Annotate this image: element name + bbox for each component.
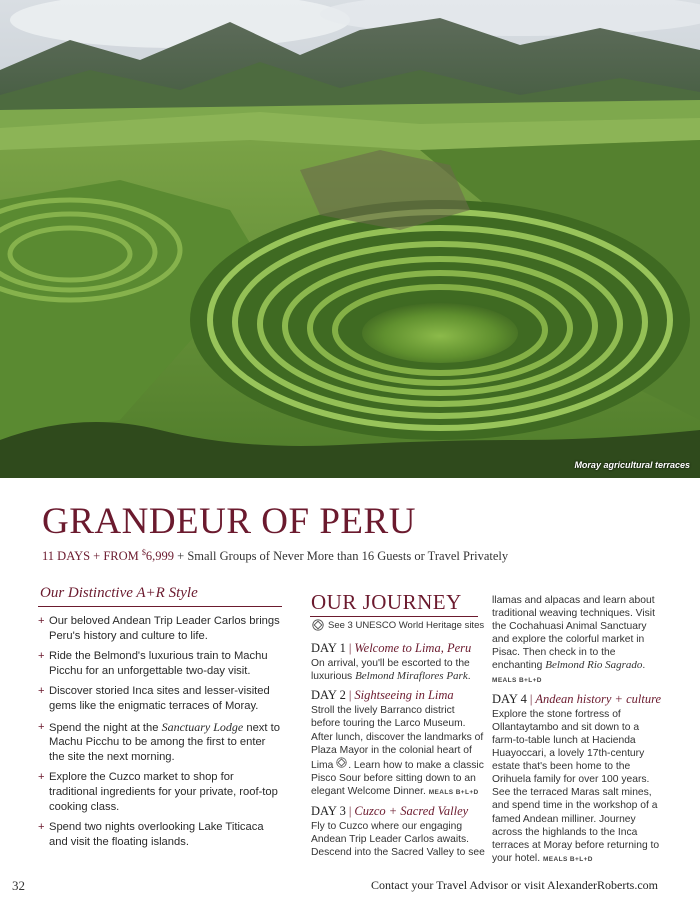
page-number: 32 — [12, 878, 25, 893]
bullet-text: Discover storied Inca sites and lesser-visited gems like the enigmatic terraces of Moray. — [49, 685, 270, 712]
day-label: DAY 1 — [311, 641, 346, 655]
day-1-heading — [311, 642, 485, 655]
day-2-heading — [311, 689, 485, 702]
itinerary-column-1 — [311, 636, 485, 859]
itinerary-column-2 — [492, 594, 662, 866]
day-4-heading — [492, 693, 662, 706]
meals-badge: MEALS B+L+D — [492, 676, 542, 684]
subtitle-details: + Small Groups of Never More than 16 Guests or Travel Privately — [174, 549, 509, 564]
day-1-text — [311, 657, 485, 683]
subtitle-price: 6,999 — [145, 549, 175, 564]
bullet-text: Spend two nights overlooking Lake Titicaca and visit the floating islands. — [49, 821, 264, 848]
journey-divider — [310, 616, 478, 617]
highlights-list — [38, 614, 284, 855]
unesco-heritage-icon — [336, 757, 348, 769]
day-separator: | — [348, 688, 352, 703]
punctuation: . — [467, 671, 471, 683]
day-separator: | — [529, 691, 533, 706]
style-divider — [38, 606, 282, 607]
list-item — [38, 614, 284, 643]
style-heading: Our Distinctive A+R Style — [40, 585, 198, 601]
bullet-text: Our beloved Andean Trip Leader Carlos brings Peru's history and culture to life. — [49, 615, 280, 642]
meals-badge: MEALS B+L+D — [428, 788, 479, 796]
day-description: On arrival, you'll be escorted to the luxurious — [311, 658, 470, 683]
currency-symbol: $ — [141, 548, 146, 557]
list-item — [38, 649, 284, 678]
unesco-heritage-icon — [312, 619, 324, 631]
day-3-text-part-1: Fly to Cuzco where our engaging Andean Trip Leader Carlos awaits. Descend into the Sacred Valley to see — [311, 821, 485, 859]
subtitle-days: 11 DAYS + FROM — [42, 549, 142, 564]
contact-line: Contact your Travel Advisor or visit AlexanderRoberts.com — [371, 878, 658, 892]
day-description: Stroll the lively Barranco district before touring the Larco Museum. After lunch, discover the landmarks of Plaza Mayor in the colonial heart of Lima — [311, 705, 484, 771]
bullet-text: Ride the Belmond's luxurious train to Machu Picchu for an unforgettable two-day visit. — [49, 650, 268, 677]
trip-subtitle — [42, 548, 508, 564]
bullet-text: Spend the night at the — [49, 721, 162, 734]
day-2-text — [311, 704, 485, 799]
list-item — [38, 820, 284, 849]
bullet-text: next to Machu Picchu to be among the first to enter the site the next morning. — [49, 721, 280, 763]
day-3-text-part-2 — [492, 594, 662, 687]
lodge-name: Sanctuary Lodge — [161, 719, 244, 734]
day-description: llamas and alpacas and learn about traditional weaving techniques. Visit the Cochahuasi Animal Sanctuary and explore the colorful market in Pisac. Then check in to the enchanting — [492, 595, 655, 672]
unesco-text: See 3 UNESCO World Heritage sites — [328, 619, 485, 631]
day-label: DAY 3 — [311, 804, 346, 819]
list-item — [38, 684, 284, 713]
day-title: Andean history + culture — [535, 691, 662, 706]
day-separator: | — [348, 804, 352, 819]
page-title: GRANDEUR OF PERU — [42, 501, 416, 542]
day-3-heading — [311, 805, 485, 818]
list-item — [38, 770, 284, 814]
hotel-name: Belmond Miraflores Park — [355, 670, 468, 683]
day-title: Welcome to Lima, Peru — [354, 641, 472, 655]
day-title: Cuzco + Sacred Valley — [354, 804, 469, 819]
list-item — [38, 720, 284, 765]
day-description: Explore the stone fortress of Ollantaytambo and sit down to a farm-to-table lunch at Hacienda Huayoccari, a lovely 17th-century estate that's been home to the Orihuela family for over 100 years. See the terraced Maras salt mines, and spend time in the workshop of a famed Andean milliner. Journey across the highlands to the Inca terraces at Moray before returning to your hotel. — [492, 708, 660, 864]
bullet-text: Explore the Cuzco market to shop for traditional ingredients for your private, roof-top cooking class. — [49, 771, 278, 813]
journey-heading: OUR JOURNEY — [311, 590, 462, 614]
hotel-name: Belmond Rio Sagrado — [545, 659, 643, 672]
punctuation: . — [642, 660, 646, 672]
unesco-note — [312, 619, 484, 631]
day-separator: | — [348, 641, 352, 655]
day-description: . Learn how to make a classic Pisco Sour before sitting down to an elegant Welcome Dinner. — [311, 759, 484, 797]
day-4-text — [492, 708, 662, 866]
day-label: DAY 4 — [492, 691, 527, 706]
meals-badge: MEALS B+L+D — [542, 855, 593, 863]
photo-caption: Moray agricultural terraces — [574, 460, 690, 470]
day-label: DAY 2 — [311, 688, 346, 703]
day-title: Sightseeing in Lima — [354, 688, 454, 703]
